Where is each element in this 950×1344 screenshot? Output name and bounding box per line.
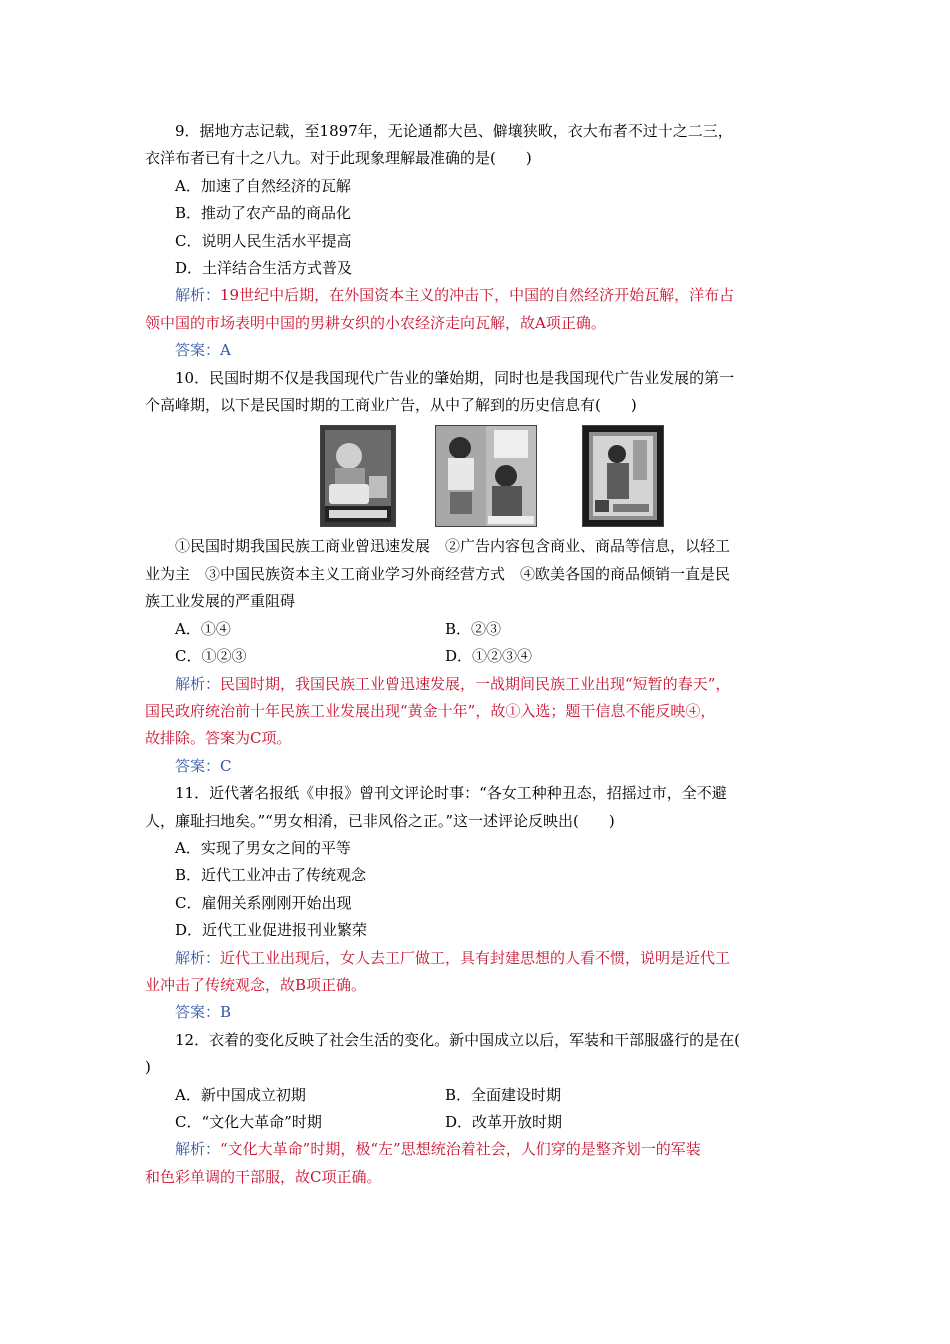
q10-info-line2: 业为主 ③中国民族资本主义工商业学习外商经营方式 ④欧美各国的商品倾销一直是民 (145, 564, 731, 583)
q11-option-b: B．近代工业冲击了传统观念 (175, 866, 367, 885)
q10-info-line3: 族工业发展的严重阻碍 (145, 592, 296, 611)
q9-explanation-line2: 领中国的市场表明中国的男耕女织的小农经济走向瓦解，故A项正确。 (145, 313, 606, 332)
q12-stem-line1: 12．衣着的变化反映了社会生活的变化。新中国成立以后，军装和干部服盛行的是在( (175, 1030, 740, 1049)
q9-answer: 答案：A (175, 341, 231, 360)
question-10 (145, 365, 810, 780)
q12-options-row1 (145, 1082, 810, 1109)
q12-explanation-text1: “文化大革命”时期，极“左”思想统治着社会，人们穿的是整齐划一的军装 (220, 1140, 701, 1159)
advertisement-poster-3 (582, 425, 664, 527)
q10-explanation-line3: 故排除。答案为C项。 (145, 729, 292, 748)
q10-explanation-text1: 民国时期，我国民族工业曾迅速发展，一战期间民族工业出现“短暂的春天”， (220, 674, 731, 693)
q9-explanation-line1 (145, 282, 810, 309)
q11-stem-line2: 人，廉耻扫地矣。”“男女相淆，已非风俗之正。”这一述评论反映出( ) (145, 811, 615, 830)
q10-explanation-line1 (145, 671, 810, 698)
q12-option-d: D．改革开放时期 (445, 1113, 563, 1131)
q10-option-b: B．②③ (445, 619, 502, 638)
question-11 (145, 780, 810, 1027)
document-page (145, 118, 810, 1191)
q11-answer: 答案：B (175, 1003, 232, 1022)
q9-stem-line2: 衣洋布者已有十之八九。对于此现象理解最准确的是( ) (145, 149, 532, 168)
q9-option-a: A．加速了自然经济的瓦解 (175, 176, 351, 195)
q10-options-row2 (145, 643, 810, 670)
q11-stem-line1: 11．近代著名报纸《申报》曾刊文评论时事：“各女工种种丑态，招摇过市，全不避 (175, 784, 727, 803)
q11-option-d: D．近代工业促进报刊业繁荣 (175, 921, 368, 940)
advertisement-images (145, 425, 810, 525)
q12-option-a: A．新中国成立初期 (175, 1085, 306, 1104)
q10-option-d: D．①②③④ (445, 647, 533, 666)
q10-stem-line2: 个高峰期，以下是民国时期的工商业广告，从中了解到的历史信息有( ) (145, 396, 637, 415)
q10-info-line1: ①民国时期我国民族工商业曾迅速发展 ②广告内容包含商业、商品等信息，以轻工 (175, 537, 731, 556)
q9-explanation-label: 解析： (175, 286, 221, 305)
q10-option-c: C．①②③ (175, 647, 247, 666)
question-9 (145, 118, 810, 365)
q10-answer: 答案：C (175, 756, 232, 775)
q9-option-b: B．推动了农产品的商品化 (175, 204, 352, 223)
q11-explanation-label: 解析： (175, 948, 221, 967)
q12-option-c: C．“文化大革命”时期 (175, 1113, 322, 1131)
q10-explanation-line2: 国民政府统治前十年民族工业发展出现“黄金十年”，故①入选；题干信息不能反映④， (145, 701, 716, 720)
q12-explanation-line1 (145, 1136, 810, 1163)
q11-option-a: A．实现了男女之间的平等 (175, 838, 351, 857)
q12-explanation-line2: 和色彩单调的干部服，故C项正确。 (145, 1167, 382, 1186)
q10-options-row1 (145, 616, 810, 643)
q11-explanation-line1 (145, 945, 810, 972)
q9-stem-line1: 9．据地方志记载，至1897年，无论通都大邑、僻壤狭畋，衣大布者不过十之二三， (175, 122, 733, 140)
q12-options-row2 (145, 1109, 810, 1136)
q12-explanation-label: 解析： (175, 1140, 221, 1159)
advertisement-poster-1 (320, 425, 396, 527)
advertisement-poster-2 (435, 425, 537, 527)
q11-option-c: C．雇佣关系刚刚开始出现 (175, 893, 352, 912)
q9-explanation-text1: 19世纪中后期，在外国资本主义的冲击下，中国的自然经济开始瓦解，洋布占 (220, 286, 735, 305)
q11-explanation-line2: 业冲击了传统观念，故B项正确。 (145, 975, 367, 994)
q12-option-b: B．全面建设时期 (445, 1085, 562, 1104)
q12-stem-line2: ) (145, 1058, 151, 1077)
q10-option-a: A．①④ (175, 619, 231, 638)
q10-stem-line1: 10．民国时期不仅是我国现代广告业的肇始期，同时也是我国现代广告业发展的第一 (175, 368, 735, 387)
q9-option-d: D．土洋结合生活方式普及 (175, 259, 353, 278)
q11-explanation-text1: 近代工业出现后，女人去工厂做工，具有封建思想的人看不惯，说明是近代工 (220, 948, 731, 967)
question-12 (145, 1027, 810, 1191)
q9-option-c: C．说明人民生活水平提高 (175, 231, 352, 250)
q10-explanation-label: 解析： (175, 674, 221, 693)
